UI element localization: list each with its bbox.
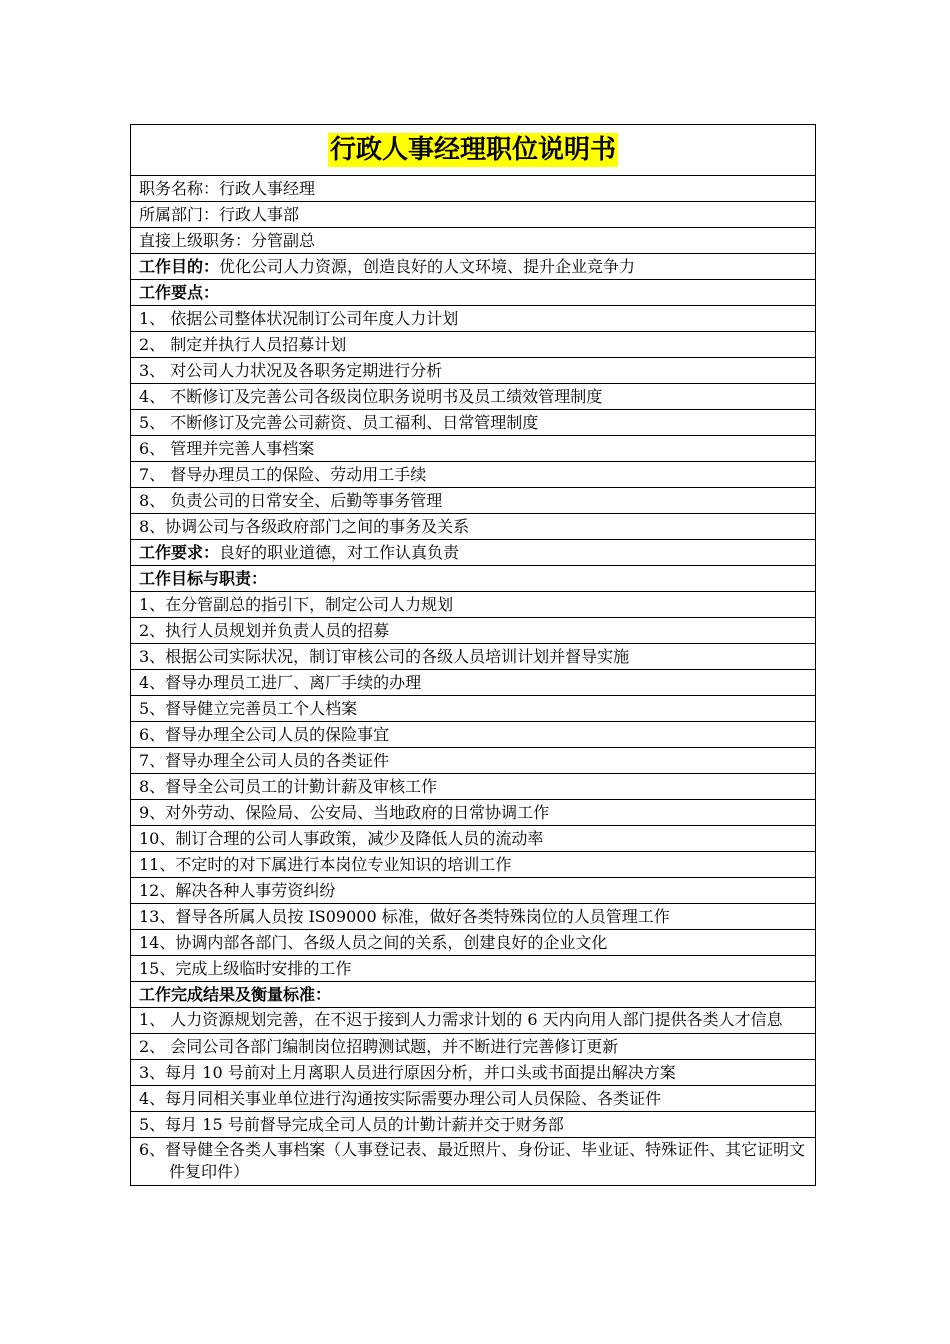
result-item: 3、每月 10 号前对上月离职人员进行原因分析，并口头或书面提出解决方案 xyxy=(131,1060,816,1086)
goal-item: 1、在分管副总的指引下，制定公司人力规划 xyxy=(131,592,816,618)
purpose-row xyxy=(131,254,816,280)
result-item xyxy=(131,1138,816,1186)
key-point-item: 6、 管理并完善人事档案 xyxy=(131,436,816,462)
key-point-item: 8、 负责公司的日常安全、后勤等事务管理 xyxy=(131,488,816,514)
goal-item: 13、督导各所属人员按 IS09000 标准，做好各类特殊岗位的人员管理工作 xyxy=(131,904,816,930)
results-heading: 工作完成结果及衡量标准： xyxy=(131,982,816,1008)
purpose-text: 优化公司人力资源，创造良好的人文环境、提升企业竞争力 xyxy=(219,256,636,276)
key-point-item: 1、 依据公司整体状况制订公司年度人力计划 xyxy=(131,306,816,332)
job-description-table xyxy=(130,124,816,1186)
goal-item: 3、根据公司实际状况，制订审核公司的各级人员培训计划并督导实施 xyxy=(131,644,816,670)
goal-item: 10、制订合理的公司人事政策，减少及降低人员的流动率 xyxy=(131,826,816,852)
goal-item: 12、解决各种人事劳资纠纷 xyxy=(131,878,816,904)
goal-item: 9、对外劳动、保险局、公安局、当地政府的日常协调工作 xyxy=(131,800,816,826)
result-item: 2、 会同公司各部门编制岗位招聘测试题，并不断进行完善修订更新 xyxy=(131,1034,816,1060)
goals-heading: 工作目标与职责： xyxy=(131,566,816,592)
key-point-item: 5、 不断修订及完善公司薪资、员工福利、日常管理制度 xyxy=(131,410,816,436)
position-name-row: 职务名称：行政人事经理 xyxy=(131,176,816,202)
department-row: 所属部门：行政人事部 xyxy=(131,202,816,228)
goal-item: 14、协调内部各部门、各级人员之间的关系，创建良好的企业文化 xyxy=(131,930,816,956)
purpose-label: 工作目的： xyxy=(139,256,220,276)
result-item xyxy=(131,1008,816,1034)
goal-item: 8、督导全公司员工的计勤计薪及审核工作 xyxy=(131,774,816,800)
key-points-heading: 工作要点： xyxy=(131,280,816,306)
key-point-item: 7、 督导办理员工的保险、劳动用工手续 xyxy=(131,462,816,488)
result-item-text: 1、 人力资源规划完善，在不迟于接到人力需求计划的 6 天内向用人部门提供各类人才信息 xyxy=(139,1010,783,1029)
goal-item: 4、督导办理员工进厂、离厂手续的办理 xyxy=(131,670,816,696)
result-item-text: 6、督导健全各类人事档案（人事登记表、最近照片、身份证、毕业证、特殊证件、其它证明文件复印件） xyxy=(139,1140,806,1181)
result-item: 4、每月同相关事业单位进行沟通按实际需要办理公司人员保险、各类证件 xyxy=(131,1086,816,1112)
goal-item: 5、督导健立完善员工个人档案 xyxy=(131,696,816,722)
goal-item: 11、不定时的对下属进行本岗位专业知识的培训工作 xyxy=(131,852,816,878)
document-title: 行政人事经理职位说明书 xyxy=(329,135,616,165)
requirements-text: 良好的职业道德，对工作认真负责 xyxy=(219,542,460,562)
key-point-item: 4、 不断修订及完善公司各级岗位职务说明书及员工绩效管理制度 xyxy=(131,384,816,410)
superior-row: 直接上级职务：分管副总 xyxy=(131,228,816,254)
requirements-label: 工作要求： xyxy=(139,542,220,562)
goal-item: 15、完成上级临时安排的工作 xyxy=(131,956,816,982)
key-point-item: 8、协调公司与各级政府部门之间的事务及关系 xyxy=(131,514,816,540)
goal-item: 7、督导办理全公司人员的各类证件 xyxy=(131,748,816,774)
goal-item: 2、执行人员规划并负责人员的招募 xyxy=(131,618,816,644)
result-item: 5、每月 15 号前督导完成全司人员的计勤计薪并交于财务部 xyxy=(131,1112,816,1138)
goal-item: 6、督导办理全公司人员的保险事宜 xyxy=(131,722,816,748)
key-point-item: 2、 制定并执行人员招募计划 xyxy=(131,332,816,358)
key-point-item: 3、 对公司人力状况及各职务定期进行分析 xyxy=(131,358,816,384)
requirements-row xyxy=(131,540,816,566)
title-cell xyxy=(131,125,816,176)
